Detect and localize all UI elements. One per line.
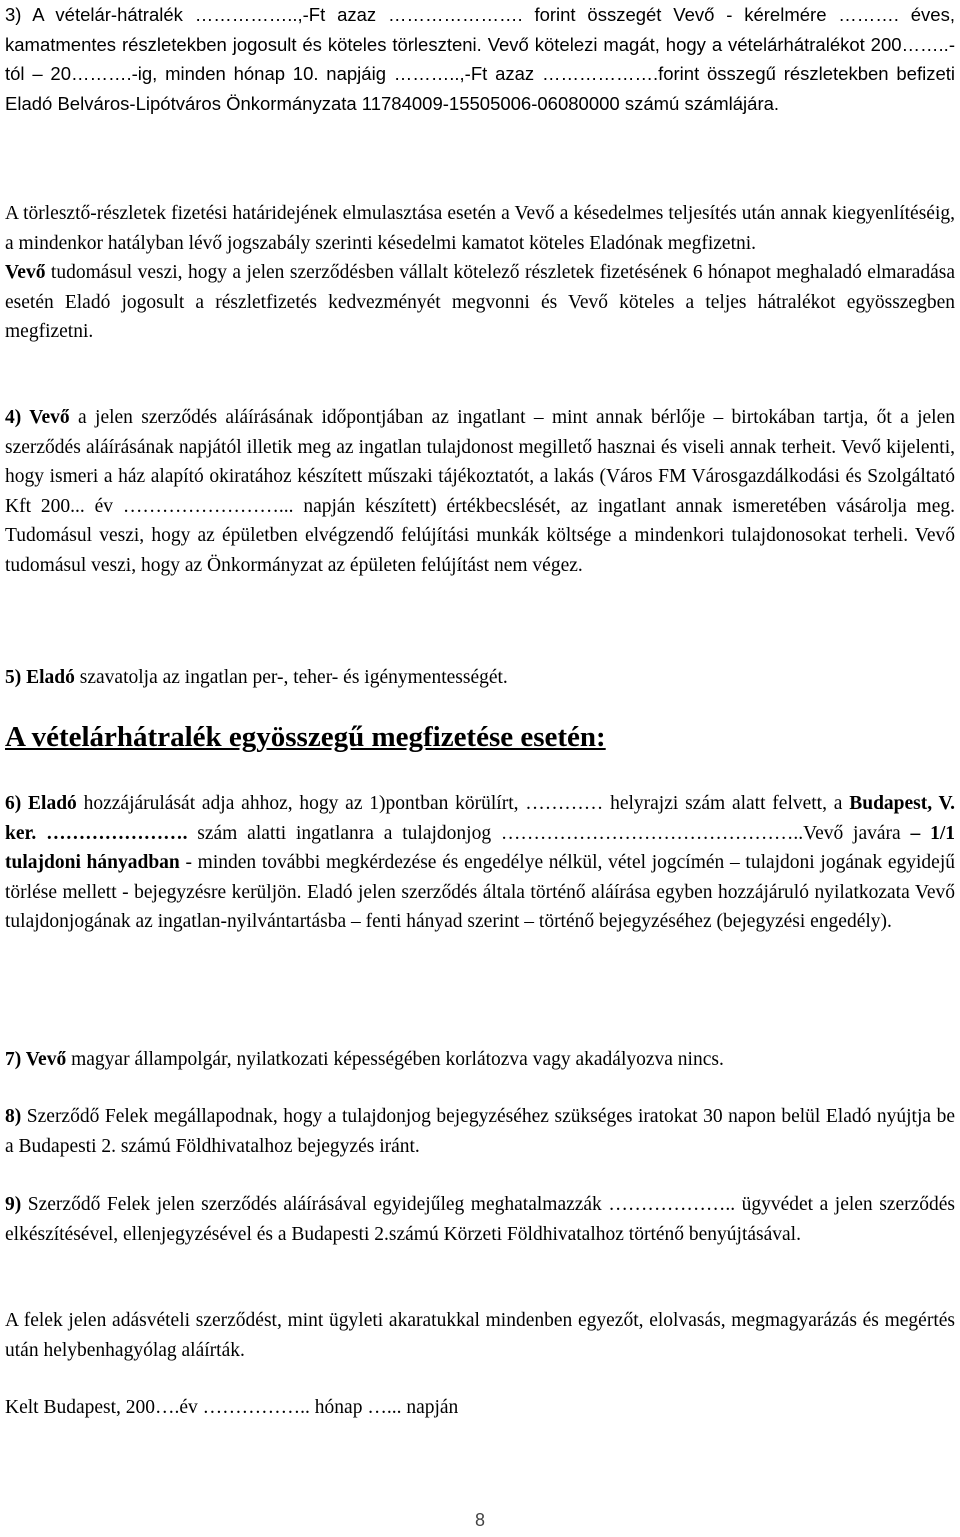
page-number: 8 xyxy=(474,1510,485,1530)
paragraph-7-label: 7) Vevő xyxy=(5,1049,67,1070)
late-payment-vevo-label: Vevő xyxy=(5,262,46,283)
closing-paragraph: A felek jelen adásvételi szerződést, mint ügyleti akaratukkal mindenben egyezőt, elolvasás, megmagyarázás és megértés után helybenhagyólag aláírták. xyxy=(5,1310,955,1361)
paragraph-late-payment xyxy=(5,199,955,347)
section-heading: A vételárhátralék egyösszegű megfizetése esetén: xyxy=(5,721,606,753)
signoff-line: Kelt Budapest, 200….év …………….. hónap …... napján xyxy=(5,1397,459,1418)
paragraph-8 xyxy=(5,1102,955,1161)
paragraph-6-share: – 1/1 tulajdoni hányadban xyxy=(5,822,955,873)
paragraph-6 xyxy=(5,789,955,937)
late-payment-text-2: tudomásul veszi, hogy a jelen szerződésben vállalt kötelező részletek fizetésének 6 hónapot meghaladó elmaradása esetén Eladó jogosult a részletfizetés kedvezményét megvonni és Vevő köteles a teljes hátralékot egyösszegben megfizetni. xyxy=(5,262,955,342)
late-payment-text: A törlesztő-részletek fizetési határidejének elmulasztása esetén a Vevő a késedelmes teljesítés után annak kiegyenlítéséig, a mindenkor hatályban lévő jogszabály szerinti késedelmi kamatot köteles Eladónak megfizetni. xyxy=(5,203,955,254)
paragraph-6-text-c: - minden további megkérdezése és engedélye nélkül, vétel jogcímén – tulajdoni jogának egyidejű törlése mellett - bejegyzésre kerüljön. Eladó jelen szerződés általa történő aláírása egyben hozzájáruló nyilatkozata Vevő tulajdonjogának az ingatlan-nyilvántartásba – fenti hányad szerint – történő bejegyzéséhez (bejegyzési engedély). xyxy=(5,852,955,932)
paragraph-9-label: 9) xyxy=(5,1194,22,1215)
paragraph-4-text: a jelen szerződés aláírásának időpontjában az ingatlant – mint annak bérlője – birtokában tartja, őt a jelen szerződés aláírásának napjától illetik meg az ingatlan tulajdonost megillető hasznai és viseli annak terheit. Vevő kijelenti, hogy ismeri a ház alapító okiratához készített műszaki tájékoztatót, a lakás (Város FM Városgazdálkodási és Szolgáltató Kft 200... év ……………………... napján készített) értékbecslését, az ingatlant annak ismeretében vásárolja meg. Tudomásul veszi, hogy az épületben elvégzendő felújítási munkák költsége a mindenkori tulajdonosokat terheli. Vevő tudomásul veszi, hogy az Önkormányzat az épületen felújítást nem végez. xyxy=(5,407,955,576)
paragraph-7 xyxy=(5,1045,955,1075)
paragraph-3 xyxy=(5,0,955,118)
paragraph-5-text: szavatolja az ingatlan per-, teher- és igénymentességét. xyxy=(74,667,508,688)
paragraph-4-label: 4) Vevő xyxy=(5,407,70,428)
paragraph-9-text: Szerződő Felek jelen szerződés aláírásával egyidejűleg meghatalmazzák ……………….. ügyvédet a jelen szerződés elkészítésével, ellenjegyzésével és a Budapesti 2.számú Körzeti Földhivatalhoz történő benyújtásával. xyxy=(5,1194,955,1245)
paragraph-7-text: magyar állampolgár, nyilatkozati képességében korlátozva vagy akadályozva nincs. xyxy=(66,1049,724,1070)
paragraph-5-label: 5) Eladó xyxy=(5,667,75,688)
paragraph-6-text-b: szám alatti ingatlanra a tulajdonjog ………………………………………..Vevő javára xyxy=(187,822,911,844)
paragraph-4 xyxy=(5,403,955,580)
paragraph-6-text-a: hozzájárulását adja ahhoz, hogy az 1)pontban körülírt, ………… helyrajzi szám alatt felvett, a xyxy=(76,793,850,814)
paragraph-8-label: 8) xyxy=(5,1106,22,1127)
paragraph-6-address: Budapest, V. ker. …………………. xyxy=(5,793,956,844)
paragraph-8-text: Szerződő Felek megállapodnak, hogy a tulajdonjog bejegyzéséhez szükséges iratokat 30 napon belül Eladó nyújtja be a Budapesti 2. számú Földhivatalhoz bejegyzés iránt. xyxy=(5,1106,955,1157)
paragraph-6-label: 6) Eladó xyxy=(5,793,77,814)
paragraph-9 xyxy=(5,1190,955,1249)
paragraph-5 xyxy=(5,663,955,693)
paragraph-3-text: 3) A vételár-hátralék ……………..,-Ft azaz …………………. forint összegét Vevő - kérelmére ………. éves, kamatmentes részletekben jogosult és köteles törleszteni. Vevő kötelezi magát, hogy a vételárhátralékot 200……..-tól – 20……….-ig, minden hónap 10. napjáig ………..,-Ft azaz ……………….forint összegű részletekben befizeti Eladó Belváros-Lipótváros Önkormányzata 11784009-15505006-06080000 számú számlájára. xyxy=(5,4,955,114)
